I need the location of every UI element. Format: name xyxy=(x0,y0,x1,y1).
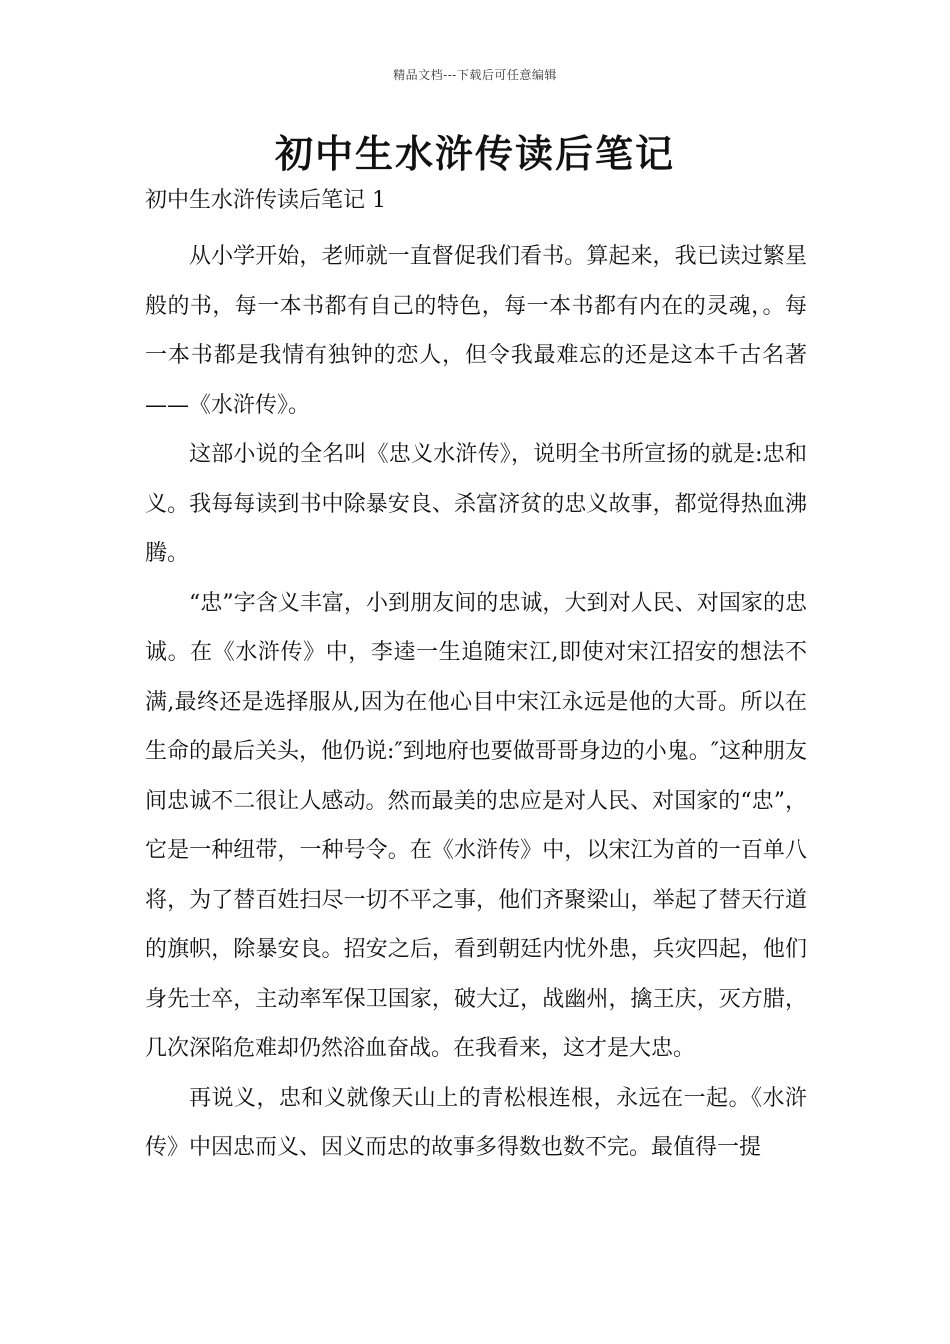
paragraph: 这部小说的全名叫《忠义水浒传》，说明全书所宣扬的就是:忠和义。我每每读到书中除暴安良、杀富济贫的忠义故事，都觉得热血沸腾。 xyxy=(145,442,807,566)
paragraph: 从小学开始，老师就一直督促我们看书。算起来，我已读过繁星般的书，每一本书都有自己的特色，每一本书都有内在的灵魂，。每一本书都是我情有独钟的恋人，但令我最难忘的还是这本千古名著——《水浒传》。 xyxy=(145,244,807,418)
body-text xyxy=(145,232,807,1173)
header-note: 精品文档---下载后可任意编辑 xyxy=(393,68,557,82)
paragraph: 再说义，忠和义就像天山上的青松根连根，永远在一起。《水浒传》中因忠而义、因义而忠的故事多得数也数不完。最值得一提 xyxy=(145,1085,807,1160)
section-subtitle: 初中生水浒传读后笔记 1 xyxy=(145,188,386,213)
paragraph: “忠”字含义丰富，小到朋友间的忠诚，大到对人民、对国家的忠诚。在《水浒传》中，李逵一生追随宋江,即使对宋江招安的想法不满,最终还是选择服从,因为在他心目中宋江永远是他的大哥。所以在生命的最后关头，他仍说:″到地府也要做哥哥身边的小鬼。″这种朋友间忠诚不二很让人感动。然而最美的忠应是对人民、对国家的“忠”，它是一种纽带，一种号令。在《水浒传》中，以宋江为首的一百单八将，为了替百姓扫尽一切不平之事，他们齐聚梁山，举起了替天行道的旗帜，除暴安良。招安之后，看到朝廷内忧外患，兵灾四起，他们身先士卒，主动率军保卫国家，破大辽，战幽州，擒王庆，灭方腊，几次深陷危难却仍然浴血奋战。在我看来，这才是大忠。 xyxy=(145,590,807,1061)
document-title: 初中生水浒传读后笔记 xyxy=(274,131,675,176)
